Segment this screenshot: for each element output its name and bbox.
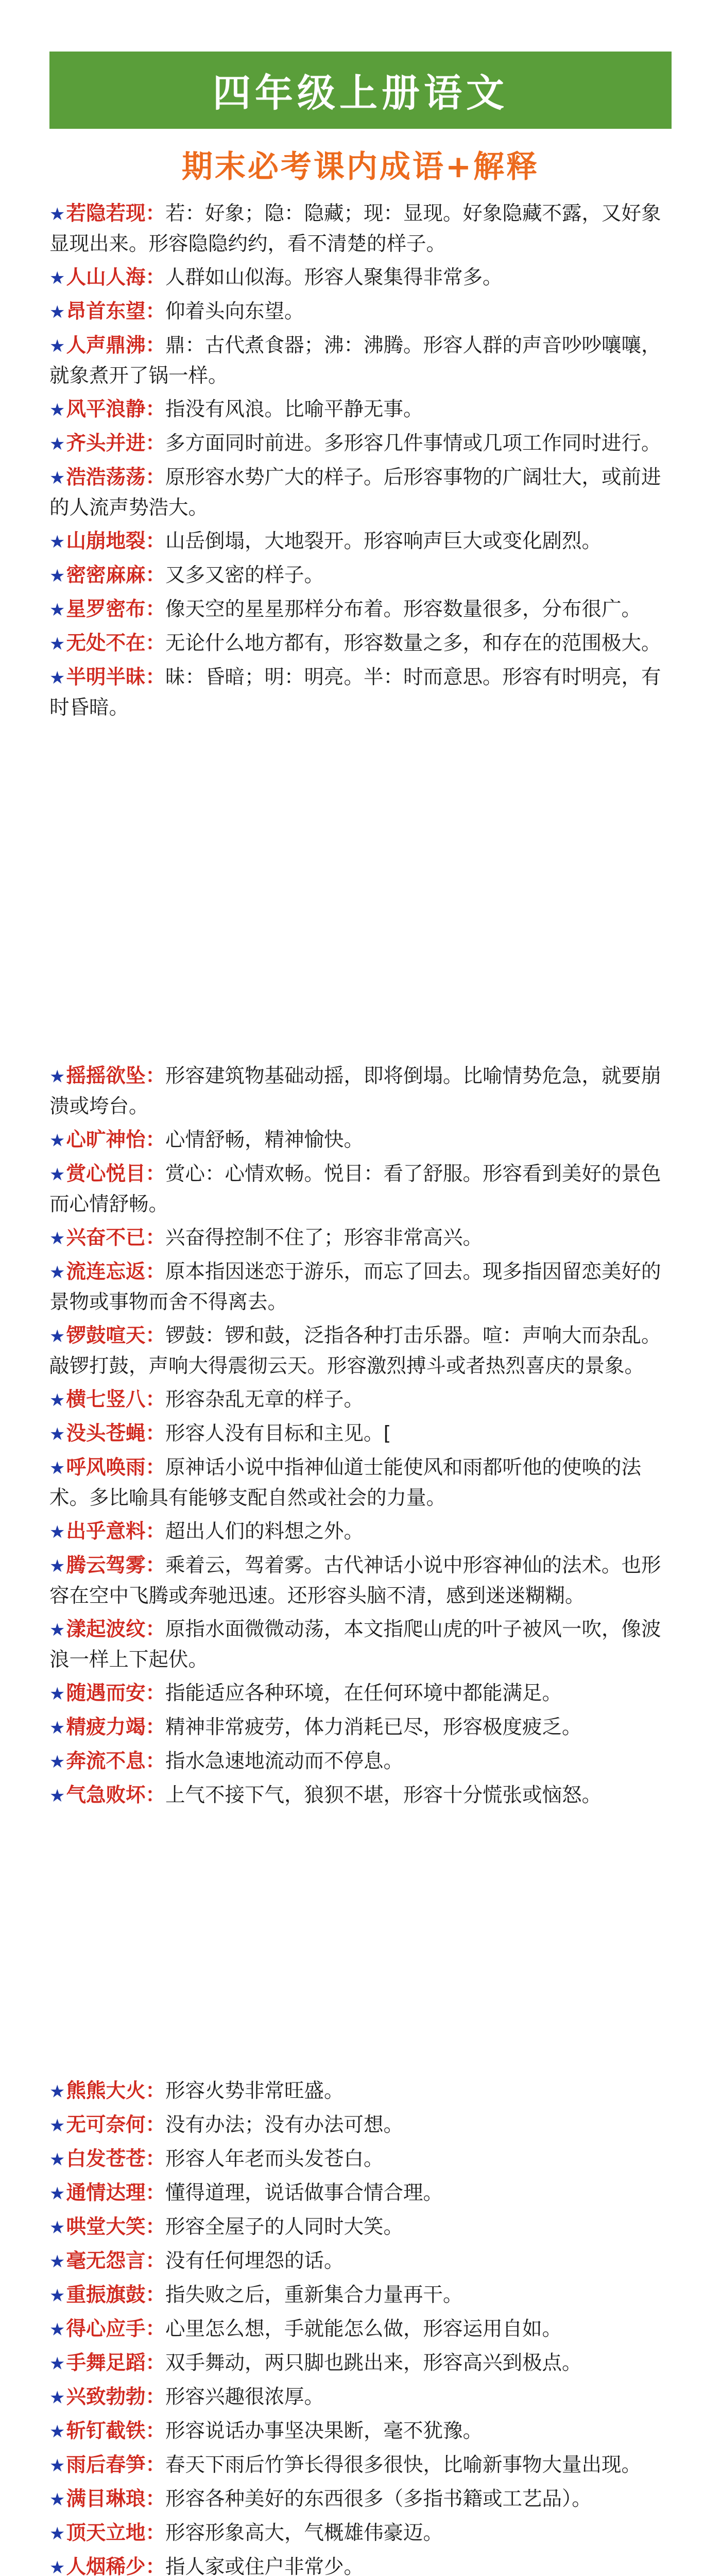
idiom-definition: 超出人们的料想之外。 (165, 1520, 364, 1543)
star-icon: ★ (49, 2557, 65, 2576)
idiom-entry (49, 2348, 673, 2379)
star-icon: ★ (49, 532, 65, 552)
term-separator: ： (145, 2521, 166, 2545)
star-icon: ★ (49, 1684, 65, 1704)
idiom-definition: 没有任何埋怨的话。 (165, 2249, 344, 2273)
idiom-term: 哄堂大笑 (66, 2215, 146, 2239)
idiom-entry (49, 2178, 673, 2209)
idiom-entry (49, 1125, 673, 1156)
idiom-definition: 形容兴趣很浓厚。 (165, 2385, 324, 2409)
term-separator: ： (145, 2351, 166, 2375)
idiom-entry (49, 463, 673, 523)
idiom-definition: 懂得道理，说话做事合情合理。 (165, 2181, 443, 2205)
term-separator: ： (145, 2147, 166, 2171)
star-icon: ★ (49, 468, 65, 488)
idiom-definition: 形容形象高大，气概雄伟豪迈。 (165, 2521, 443, 2545)
idiom-term: 兴奋不已 (66, 1226, 146, 1249)
term-separator: ： (145, 2555, 166, 2576)
idiom-term: 重振旗鼓 (66, 2283, 146, 2307)
idiom-definition: 形容各种美好的东西很多（多指书籍或工艺品）。 (165, 2487, 592, 2511)
idiom-term: 呼风唤雨 (66, 1456, 146, 1479)
idiom-entry (49, 2314, 673, 2345)
star-icon: ★ (49, 2319, 65, 2340)
idiom-term: 锣鼓喧天 (66, 1324, 146, 1347)
idiom-definition: 形容人年老而头发苍白。 (165, 2147, 384, 2171)
star-icon: ★ (49, 600, 65, 620)
term-separator: ： (145, 1422, 166, 1445)
idiom-term: 精疲力竭 (66, 1716, 146, 1739)
idiom-term: 通情达理 (66, 2181, 146, 2205)
idiom-term: 满目琳琅 (66, 2487, 146, 2511)
term-separator: ： (145, 1324, 166, 1347)
idiom-entry (49, 2382, 673, 2413)
star-icon: ★ (49, 2421, 65, 2442)
idiom-entry (49, 629, 673, 659)
term-separator: ： (145, 334, 166, 357)
idiom-definition: 原形容水势广大的样子。后形容事物的广阔壮大，或前进的人流声势浩大。 (49, 466, 661, 519)
idiom-term: 星罗密布 (66, 598, 146, 621)
star-icon: ★ (49, 1066, 65, 1087)
idiom-entry (49, 1679, 673, 1709)
idiom-entry (49, 2212, 673, 2243)
idiom-entry (49, 2518, 673, 2549)
idiom-term: 气急败坏 (66, 1784, 146, 1807)
idiom-term: 兴致勃勃 (66, 2385, 146, 2409)
idiom-entry (49, 2246, 673, 2277)
term-separator: ： (145, 2487, 166, 2511)
star-icon: ★ (49, 400, 65, 420)
term-separator: ： (145, 2113, 166, 2137)
idiom-definition: 指人家或住户非常少。 (165, 2555, 364, 2576)
star-icon: ★ (49, 1718, 65, 1738)
idiom-entry (49, 1615, 673, 1675)
star-icon: ★ (49, 1130, 65, 1151)
idiom-term: 横七竖八 (66, 1388, 146, 1411)
title-banner (49, 52, 672, 129)
star-icon: ★ (49, 1786, 65, 1806)
term-separator: ： (145, 1456, 166, 1479)
term-separator: ： (145, 1064, 166, 1088)
star-icon: ★ (49, 2149, 65, 2170)
idiom-term: 奔流不息 (66, 1750, 146, 1773)
idiom-definition: 兴奋得控制不住了；形容非常高兴。 (165, 1226, 483, 1249)
idiom-term: 人声鼎沸 (66, 334, 146, 357)
idiom-entry (49, 297, 673, 327)
term-separator: ： (145, 564, 166, 587)
idiom-term: 雨后春笋 (66, 2453, 146, 2477)
term-separator: ： (145, 300, 166, 323)
page-subtitle: 期末必考课内成语+解释 (181, 149, 540, 185)
idiom-entry (49, 1747, 673, 1777)
idiom-section-1 (49, 199, 673, 726)
term-separator: ： (145, 398, 166, 421)
idiom-definition: 心情舒畅，精神愉快。 (165, 1128, 364, 1151)
star-icon: ★ (49, 302, 65, 323)
term-separator: ： (145, 2453, 166, 2477)
idiom-entry (49, 331, 673, 391)
term-separator: ： (145, 1520, 166, 1543)
idiom-term: 半明半昧 (66, 666, 146, 689)
idiom-entry (49, 1517, 673, 1547)
idiom-entry (49, 663, 673, 723)
idiom-term: 浩浩荡荡 (66, 466, 146, 489)
idiom-term: 白发苍苍 (66, 2147, 146, 2171)
idiom-term: 心旷神怡 (66, 1128, 146, 1151)
idiom-definition: 精神非常疲劳，体力消耗已尽，形容极度疲乏。 (165, 1716, 582, 1739)
term-separator: ： (145, 2079, 166, 2103)
term-separator: ： (145, 2283, 166, 2307)
idiom-term: 人烟稀少 (66, 2555, 146, 2576)
term-separator: ： (145, 2249, 166, 2273)
star-icon: ★ (49, 1390, 65, 1411)
idiom-definition: 指能适应各种环境，在任何环境中都能满足。 (165, 1682, 562, 1705)
term-separator: ： (145, 632, 166, 655)
idiom-term: 没头苍蝇 (66, 1422, 146, 1445)
idiom-entry (49, 1781, 673, 1811)
idiom-entry (49, 2450, 673, 2481)
idiom-term: 顶天立地 (66, 2521, 146, 2545)
idiom-term: 漾起波纹 (66, 1618, 146, 1641)
idiom-definition: 若：好象；隐：隐藏；现：显现。好象隐藏不露，又好象显现出来。形容隐隐约约，看不清楚的样子。 (49, 202, 661, 256)
idiom-term: 摇摇欲坠 (66, 1064, 146, 1088)
term-separator: ： (145, 2317, 166, 2341)
idiom-term: 无处不在 (66, 632, 146, 655)
idiom-definition: 锣鼓：锣和鼓，泛指各种打击乐器。喧：声响大而杂乱。敲锣打鼓，声响大得震彻云天。形容激烈搏斗或者热烈喜庆的景象。 (49, 1324, 661, 1378)
star-icon: ★ (49, 2387, 65, 2408)
idiom-term: 昂首东望 (66, 300, 146, 323)
idiom-definition: 指失败之后，重新集合力量再干。 (165, 2283, 463, 2307)
idiom-definition: 形容全屋子的人同时大笑。 (165, 2215, 404, 2239)
idiom-entry (49, 2416, 673, 2447)
idiom-entry (49, 1223, 673, 1253)
star-icon: ★ (49, 2285, 65, 2306)
star-icon: ★ (49, 2183, 65, 2204)
idiom-term: 齐头并进 (66, 432, 146, 455)
idiom-entry (49, 1385, 673, 1415)
star-icon: ★ (49, 1424, 65, 1445)
star-icon: ★ (49, 336, 65, 357)
idiom-definition: 形容说话办事坚决果断，毫不犹豫。 (165, 2419, 483, 2443)
idiom-definition: 双手舞动，两只脚也跳出来，形容高兴到极点。 (165, 2351, 582, 2375)
idiom-entry (49, 2076, 673, 2107)
idiom-definition: 指水急速地流动而不停息。 (165, 1750, 404, 1773)
idiom-term: 山崩地裂 (66, 530, 146, 553)
term-separator: ： (145, 202, 166, 225)
idiom-entry (49, 199, 673, 259)
term-separator: ： (145, 1128, 166, 1151)
idiom-definition: 原指水面微微动荡，本文指爬山虎的叶子被风一吹，像波浪一样上下起伏。 (49, 1618, 661, 1671)
term-separator: ： (145, 1226, 166, 1249)
idiom-definition: 山岳倒塌，大地裂开。形容响声巨大或变化剧烈。 (165, 530, 602, 553)
star-icon: ★ (49, 204, 65, 225)
term-separator: ： (145, 1618, 166, 1641)
idiom-entry (49, 561, 673, 591)
star-icon: ★ (49, 1228, 65, 1249)
term-separator: ： (145, 432, 166, 455)
idiom-term: 斩钉截铁 (66, 2419, 146, 2443)
idiom-section-2 (49, 1061, 673, 1815)
idiom-term: 毫无怨言 (66, 2249, 146, 2273)
idiom-definition: 人群如山似海。形容人聚集得非常多。 (165, 266, 503, 289)
term-separator: ： (145, 1682, 166, 1705)
idiom-term: 得心应手 (66, 2317, 146, 2341)
term-separator: ： (145, 1750, 166, 1773)
star-icon: ★ (49, 2251, 65, 2272)
idiom-definition: 乘着云，驾着雾。古代神话小说中形容神仙的法术。也形容在空中飞腾或奔驰迅速。还形容头脑不清，感到迷迷糊糊。 (49, 1554, 661, 1607)
idiom-entry (49, 2110, 673, 2141)
term-separator: ： (145, 1784, 166, 1807)
idiom-term: 无可奈何 (66, 2113, 146, 2137)
idiom-entry (49, 2144, 673, 2175)
star-icon: ★ (49, 1326, 65, 1347)
term-separator: ： (145, 1260, 166, 1283)
idiom-entry (49, 395, 673, 425)
star-icon: ★ (49, 434, 65, 454)
idiom-term: 若隐若现 (66, 202, 146, 225)
star-icon: ★ (49, 2489, 65, 2510)
idiom-entry (49, 2552, 673, 2576)
idiom-definition: 心里怎么想，手就能怎么做，形容运用自如。 (165, 2317, 562, 2341)
star-icon: ★ (49, 1556, 65, 1577)
star-icon: ★ (49, 2217, 65, 2238)
idiom-entry (49, 595, 673, 625)
star-icon: ★ (49, 1164, 65, 1185)
idiom-term: 赏心悦目 (66, 1162, 146, 1185)
idiom-term: 流连忘返 (66, 1260, 146, 1283)
idiom-term: 人山人海 (66, 266, 146, 289)
term-separator: ： (145, 1388, 166, 1411)
star-icon: ★ (49, 2353, 65, 2374)
idiom-definition: 多方面同时前进。多形容几件事情或几项工作同时进行。 (165, 432, 661, 455)
idiom-definition: 昧：昏暗；明：明亮。半：时而意思。形容有时明亮，有时昏暗。 (49, 666, 661, 719)
idiom-term: 随遇而安 (66, 1682, 146, 1705)
term-separator: ： (145, 266, 166, 289)
idiom-definition: 原神话小说中指神仙道士能使风和雨都听他的使唤的法术。多比喻具有能够支配自然或社会的力量。 (49, 1456, 642, 1510)
idiom-entry (49, 1551, 673, 1611)
star-icon: ★ (49, 566, 65, 586)
star-icon: ★ (49, 1620, 65, 1640)
term-separator: ： (145, 666, 166, 689)
star-icon: ★ (49, 634, 65, 654)
star-icon: ★ (49, 2523, 65, 2544)
idiom-definition: 鼎：古代煮食器；沸：沸腾。形容人群的声音吵吵嚷嚷，就象煮开了锅一样。 (49, 334, 661, 387)
idiom-definition: 形容建筑物基础动摇，即将倒塌。比喻情势危急，就要崩溃或垮台。 (49, 1064, 661, 1118)
idiom-entry (49, 263, 673, 293)
term-separator: ： (145, 598, 166, 621)
star-icon: ★ (49, 2455, 65, 2476)
idiom-entry (49, 527, 673, 557)
star-icon: ★ (49, 1458, 65, 1479)
term-separator: ： (145, 1716, 166, 1739)
idiom-definition: 上气不接下气，狼狈不堪，形容十分慌张或恼怒。 (165, 1784, 602, 1807)
term-separator: ： (145, 1162, 166, 1185)
term-separator: ： (145, 1554, 166, 1577)
idiom-definition: 仰着头向东望。 (165, 300, 304, 323)
term-separator: ： (145, 2385, 166, 2409)
idiom-term: 风平浪静 (66, 398, 146, 421)
idiom-term: 熊熊大火 (66, 2079, 146, 2103)
star-icon: ★ (49, 1262, 65, 1283)
page-title: 四年级上册语文 (213, 71, 508, 115)
term-separator: ： (145, 466, 166, 489)
idiom-definition: 像天空的星星那样分布着。形容数量很多，分布很广。 (165, 598, 642, 621)
idiom-definition: 春天下雨后竹笋长得很多很快，比喻新事物大量出现。 (165, 2453, 642, 2477)
idiom-entry (49, 1061, 673, 1122)
star-icon: ★ (49, 1522, 65, 1543)
idiom-definition: 没有办法；没有办法可想。 (165, 2113, 404, 2137)
idiom-term: 腾云驾雾 (66, 1554, 146, 1577)
star-icon: ★ (49, 2081, 65, 2102)
idiom-definition: 无论什么地方都有，形容数量之多，和存在的范围极大。 (165, 632, 661, 655)
idiom-section-3 (49, 2076, 673, 2576)
idiom-term: 出乎意料 (66, 1520, 146, 1543)
idiom-entry (49, 1713, 673, 1743)
idiom-entry (49, 1321, 673, 1381)
star-icon: ★ (49, 268, 65, 289)
idiom-term: 手舞足蹈 (66, 2351, 146, 2375)
idiom-definition: 指没有风浪。比喻平静无事。 (165, 398, 423, 421)
star-icon: ★ (49, 668, 65, 688)
idiom-entry (49, 1159, 673, 1219)
idiom-entry (49, 1453, 673, 1513)
idiom-definition: 形容人没有目标和主见。[ (165, 1422, 391, 1445)
idiom-entry (49, 2484, 673, 2515)
idiom-entry (49, 429, 673, 459)
term-separator: ： (145, 530, 166, 553)
term-separator: ： (145, 2419, 166, 2443)
idiom-term: 密密麻麻 (66, 564, 146, 587)
idiom-entry (49, 2280, 673, 2311)
idiom-definition: 形容火势非常旺盛。 (165, 2079, 344, 2103)
term-separator: ： (145, 2215, 166, 2239)
star-icon: ★ (49, 1752, 65, 1772)
term-separator: ： (145, 2181, 166, 2205)
idiom-definition: 形容杂乱无章的样子。 (165, 1388, 364, 1411)
idiom-definition: 原本指因迷恋于游乐，而忘了回去。现多指因留恋美好的景物或事物而舍不得离去。 (49, 1260, 661, 1314)
idiom-entry (49, 1257, 673, 1317)
idiom-entry (49, 1419, 673, 1449)
idiom-definition: 又多又密的样子。 (165, 564, 324, 587)
idiom-definition: 赏心：心情欢畅。悦目：看了舒服。形容看到美好的景色而心情舒畅。 (49, 1162, 661, 1216)
star-icon: ★ (49, 2115, 65, 2136)
